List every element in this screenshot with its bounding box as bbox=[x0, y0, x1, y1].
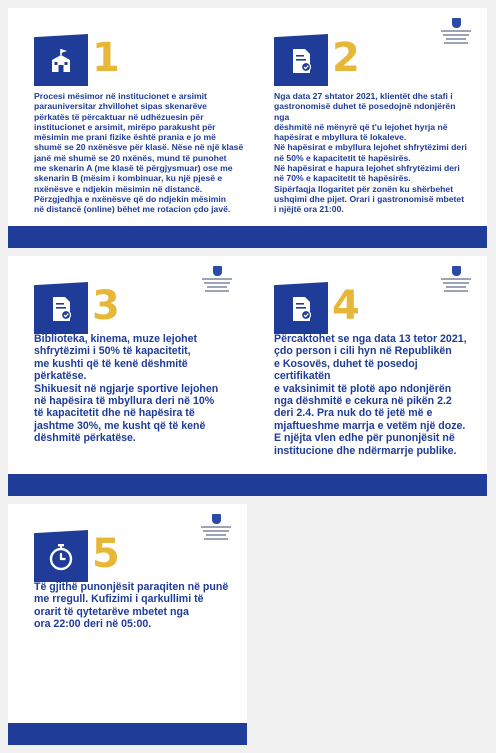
text-line: me kushti që të kenë dëshmitë përkatëse. bbox=[34, 357, 188, 383]
text-line: ora 22:00 deri në 05:00. bbox=[34, 618, 152, 631]
certificate-icon bbox=[34, 282, 88, 334]
text-line: me skenarin A (me klasë të përgjysmuar) ose me bbox=[34, 163, 233, 174]
footer-bar bbox=[248, 474, 487, 496]
text-line: institucione dhe ndërmarrje publike. bbox=[274, 444, 457, 457]
text-line: shfrytëzimi i 50% të kapacitetit, bbox=[34, 345, 191, 358]
stopwatch-icon bbox=[34, 530, 88, 582]
text-line: shumë se 20 nxënësve për klasë. Nëse në një klasë bbox=[34, 142, 244, 153]
text-line: gastronomisë duhet të posedojnë ndonjërën nga bbox=[274, 101, 456, 122]
text-line: i njëjtë ora 21:00. bbox=[274, 204, 344, 215]
certificate-icon bbox=[274, 34, 328, 86]
text-line: deri 2.4. Pra nuk do të jetë më e bbox=[274, 407, 433, 420]
text-line: janë më shumë se 20 nxënës, mund të punohet bbox=[34, 152, 227, 163]
text-line: dëshmitë përkatëse. bbox=[34, 432, 136, 445]
government-emblem bbox=[439, 266, 473, 292]
text-line: orarit të qytetarëve mbetet nga bbox=[34, 605, 189, 618]
text-line: Përzgjedhja e nxënësve që do ndjekin mësimin bbox=[34, 193, 226, 204]
card-number: 1 bbox=[92, 35, 120, 81]
text-line: në hapësira të mbyllura deri në 10% bbox=[34, 395, 215, 408]
footer-bar bbox=[248, 226, 487, 248]
government-emblem bbox=[439, 18, 473, 44]
text-line: E njëjta vlen edhe për punonjësit në bbox=[274, 432, 455, 445]
text-line: Nga data 27 shtator 2021, klientët dhe stafi i bbox=[274, 91, 453, 101]
info-card-3 bbox=[8, 256, 248, 496]
text-line: hapësirat e mbyllura të lokaleve. bbox=[274, 132, 407, 143]
card-number: 4 bbox=[332, 283, 360, 329]
text-line: në 70% e kapacitetit të hapësirës. bbox=[274, 173, 411, 184]
text-line: në 50% e kapacitetit të hapësirës. bbox=[274, 152, 411, 163]
text-line: nxënësve e ndjekin mësimin në distancë. bbox=[34, 183, 203, 194]
text-line: skenarin B (mësim i kombinuar, ku një pjesë e bbox=[34, 173, 223, 184]
text-line: të kapacitetit dhe në hapësira të bbox=[34, 407, 195, 420]
footer-bar bbox=[8, 723, 247, 745]
government-emblem bbox=[200, 266, 234, 292]
text-line: e vaksinimit të plotë apo ndonjërën bbox=[274, 382, 452, 395]
info-card-2 bbox=[248, 8, 487, 248]
info-card-4 bbox=[248, 256, 487, 496]
card-number: 3 bbox=[92, 283, 120, 329]
text-line: e Kosovës, duhet të posedoj certifikatën bbox=[274, 357, 418, 383]
card-number: 5 bbox=[92, 531, 120, 577]
certificate-icon bbox=[274, 282, 328, 334]
text-line: nga dëshmitë e cekura në pikën 2.2 bbox=[274, 395, 452, 408]
footer-bar bbox=[8, 474, 248, 496]
card-text bbox=[34, 333, 234, 445]
text-line: ushqimi dhe pijet. Orari i gastronomisë mbetet bbox=[274, 193, 465, 204]
text-line: Biblioteka, kinema, muze lejohet bbox=[34, 333, 198, 345]
text-line: çdo person i cili hyn në Republikën bbox=[274, 345, 452, 358]
text-line: mjaftueshme marrja e vetëm një doze. bbox=[274, 419, 466, 432]
text-line: institucionet e arsimit, mirëpo parakusht për bbox=[34, 121, 216, 132]
text-line: Të gjithë punonjësit paraqiten në punë bbox=[34, 581, 229, 593]
text-line: me rregull. Kufizimi i qarkullimi të bbox=[34, 593, 204, 606]
text-line: Në hapësirat e mbyllura lejohet shfrytëzimi deri bbox=[274, 142, 467, 153]
card-text bbox=[274, 91, 473, 215]
school-icon bbox=[34, 34, 88, 86]
text-line: Procesi mësimor në institucionet e arsimit bbox=[34, 91, 207, 101]
text-line: dëshmitë në mënyrë që t'u lejohet hyrja në bbox=[274, 121, 448, 132]
government-emblem bbox=[199, 514, 233, 540]
text-line: Sipërfaqja llogaritet për zonën ku shërbehet bbox=[274, 183, 454, 194]
text-line: Shikuesit në ngjarje sportive lejohen bbox=[34, 382, 219, 395]
card-number: 2 bbox=[332, 35, 360, 81]
text-line: përkatës të përcaktuar në udhëzuesin për bbox=[34, 111, 204, 122]
text-line: parauniversitar zhvillohet sipas skenarëve bbox=[34, 101, 207, 112]
text-line: Përcaktohet se nga data 13 tetor 2021, bbox=[274, 333, 467, 345]
info-card-5 bbox=[8, 504, 247, 745]
text-line: Në hapësirat e hapura lejohet shfrytëzimi deri bbox=[274, 163, 460, 174]
card-text bbox=[274, 333, 473, 457]
text-line: në distancë (online) bëhet me rotacion çdo javë. bbox=[34, 204, 231, 215]
text-line: jashtme 30%, me kusht që të kenë bbox=[34, 419, 206, 432]
card-text bbox=[34, 581, 233, 631]
text-line: mësimin me prani fizike është prania e jo më bbox=[34, 132, 216, 143]
